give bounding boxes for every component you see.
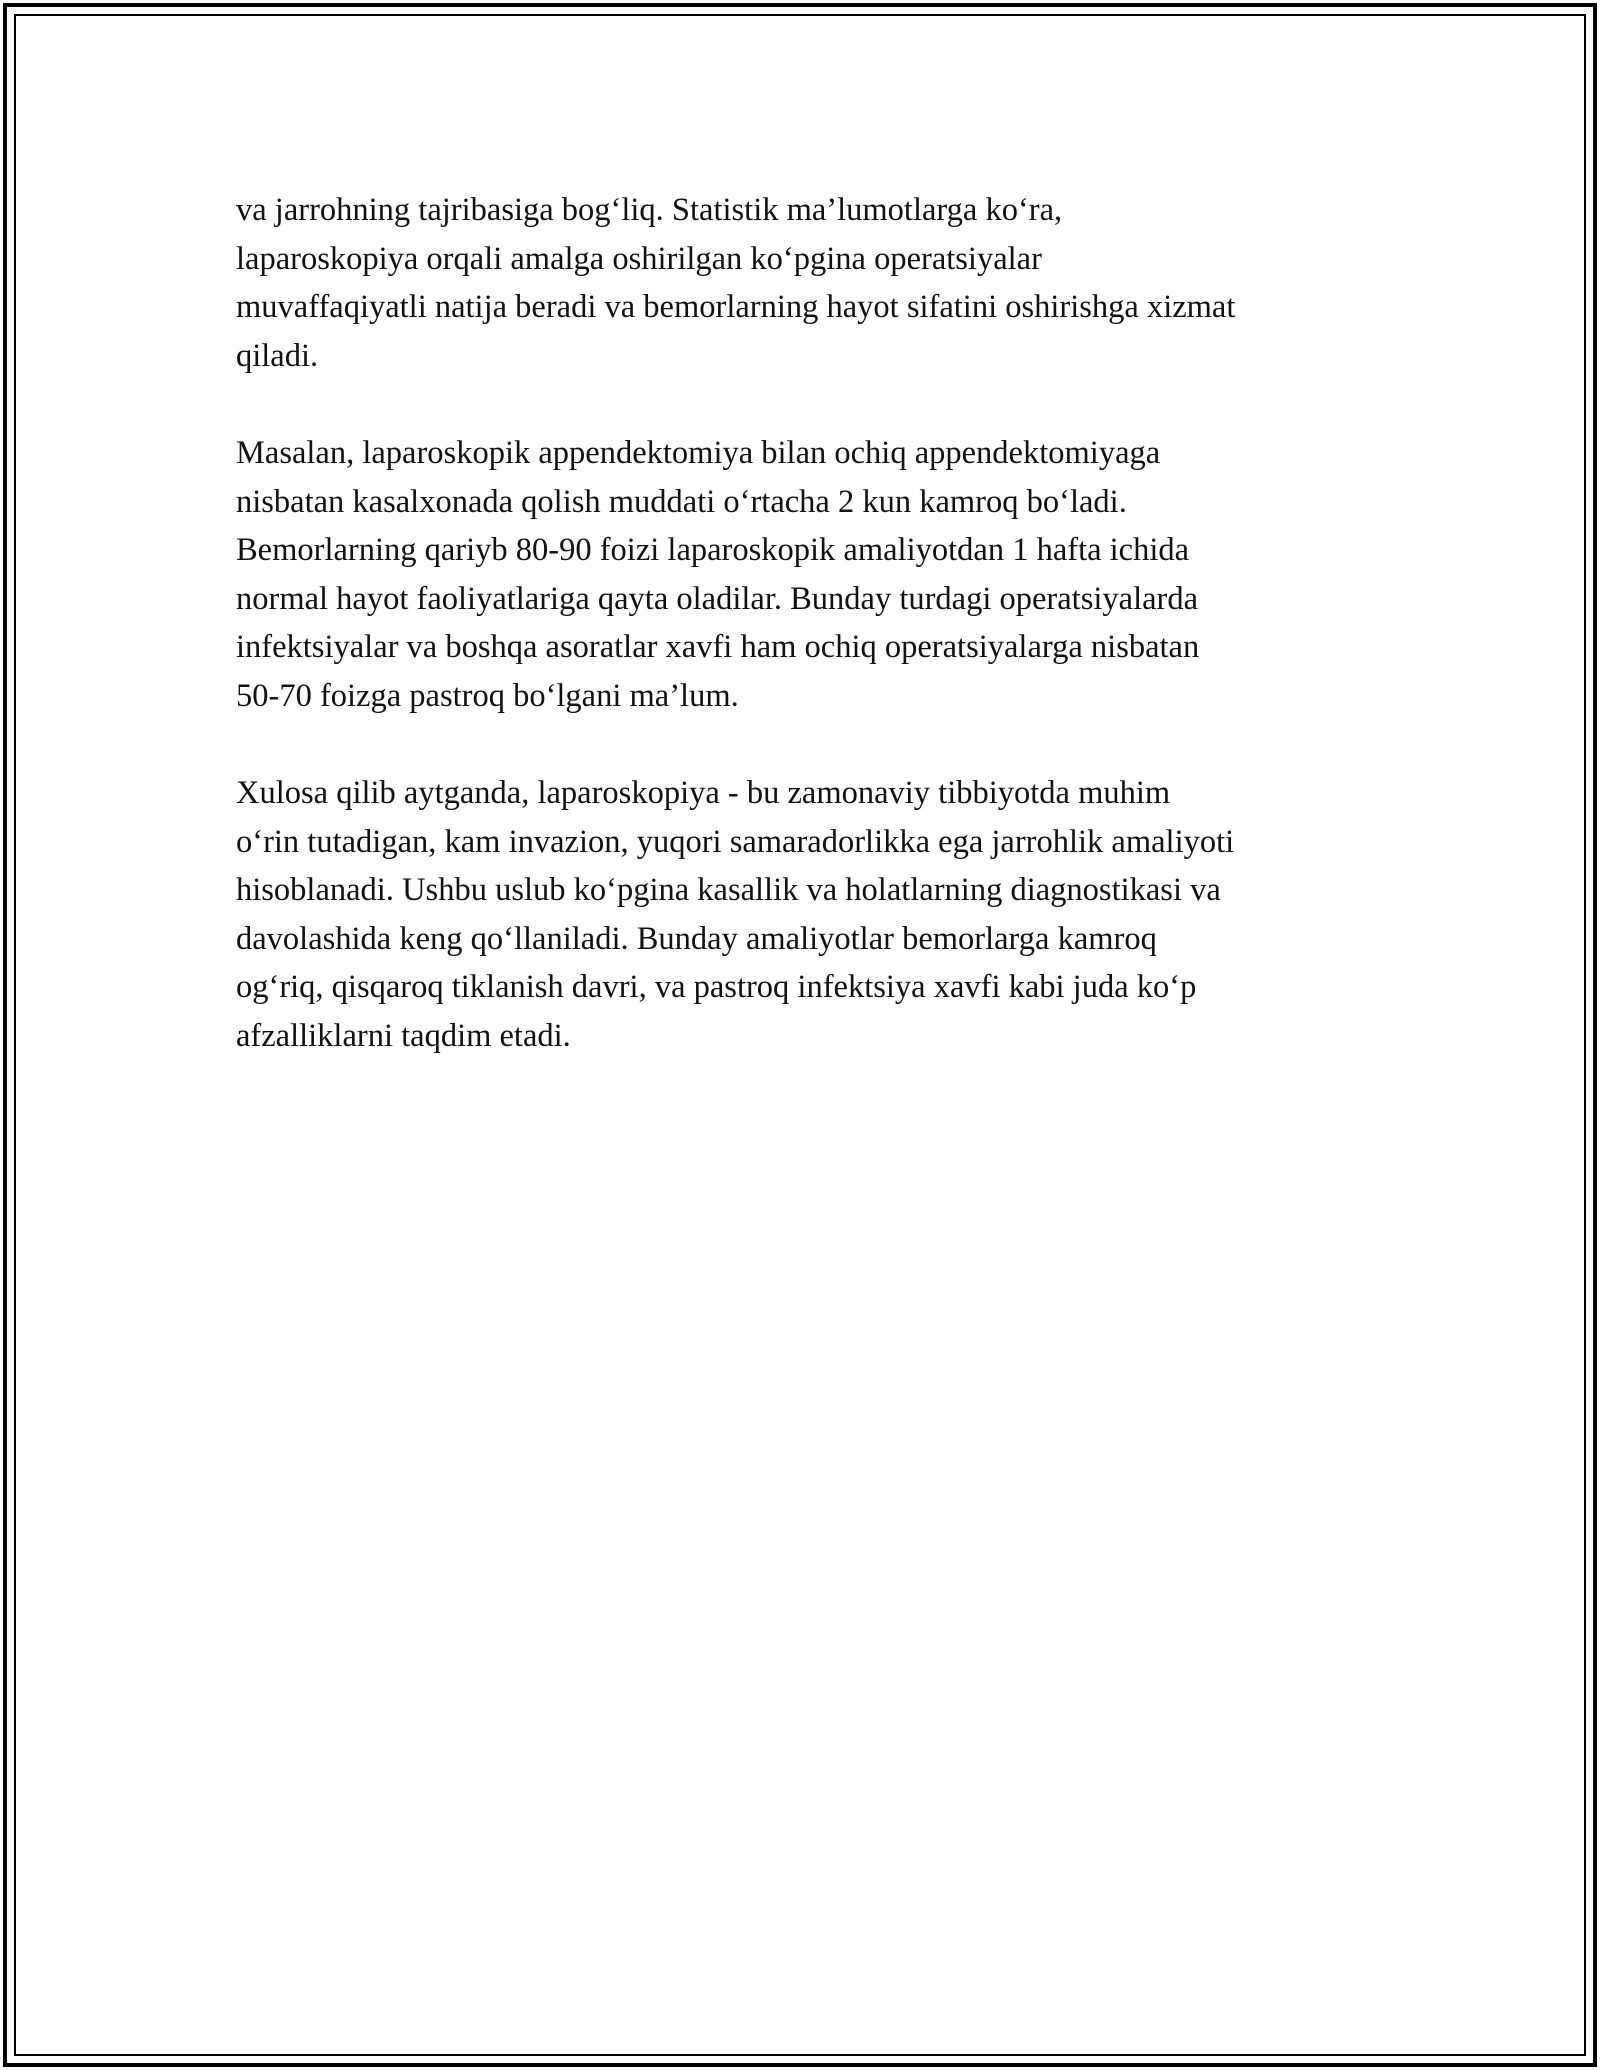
text-line: Bemorlarning qariyb 80-90 foizi laparoskopik amaliyotdan 1 hafta ichida bbox=[236, 532, 1190, 568]
paragraph-1 bbox=[236, 186, 1386, 380]
text-line: Xulosa qilib aytganda, laparoskopiya - bu zamonaviy tibbiyotda muhim bbox=[236, 775, 1171, 811]
text-line: nisbatan kasalxonada qolish muddati o‘rtacha 2 kun kamroq bo‘ladi. bbox=[236, 483, 1127, 520]
text-line: muvaffaqiyatli natija beradi va bemorlarning hayot sifatini oshirishga xizmat bbox=[236, 289, 1236, 325]
text-line: Masalan, laparoskopik appendektomiya bilan ochiq appendektomiyaga bbox=[236, 435, 1161, 471]
text-line: infektsiyalar va boshqa asoratlar xavfi ham ochiq operatsiyalarga nisbatan bbox=[236, 629, 1200, 665]
paragraph-2 bbox=[236, 429, 1386, 720]
text-line: normal hayot faoliyatlariga qayta oladilar. Bunday turdagi operatsiyalarda bbox=[236, 580, 1199, 617]
text-line: hisoblanadi. Ushbu uslub ko‘pgina kasallik va holatlarning diagnostikasi va bbox=[236, 872, 1221, 908]
text-line: o‘rin tutadigan, kam invazion, yuqori samaradorlikka ega jarrohlik amaliyoti bbox=[236, 823, 1235, 860]
text-line: afzalliklarni taqdim etadi. bbox=[236, 1017, 571, 1054]
document-body bbox=[236, 186, 1386, 1109]
text-line: 50-70 foizga pastroq bo‘lgani ma’lum. bbox=[236, 677, 739, 714]
paragraph-3 bbox=[236, 769, 1386, 1060]
text-line: og‘riq, qisqaroq tiklanish davri, va pastroq infektsiya xavfi kabi juda ko‘p bbox=[236, 969, 1197, 1005]
text-line: laparoskopiya orqali amalga oshirilgan ko‘pgina operatsiyalar bbox=[236, 240, 1042, 277]
text-line: va jarrohning tajribasiga bog‘liq. Statistik ma’lumotlarga ko‘ra, bbox=[236, 192, 1063, 228]
text-line: qiladi. bbox=[236, 337, 319, 374]
text-line: davolashida keng qo‘llaniladi. Bunday amaliyotlar bemorlarga kamroq bbox=[236, 920, 1157, 957]
